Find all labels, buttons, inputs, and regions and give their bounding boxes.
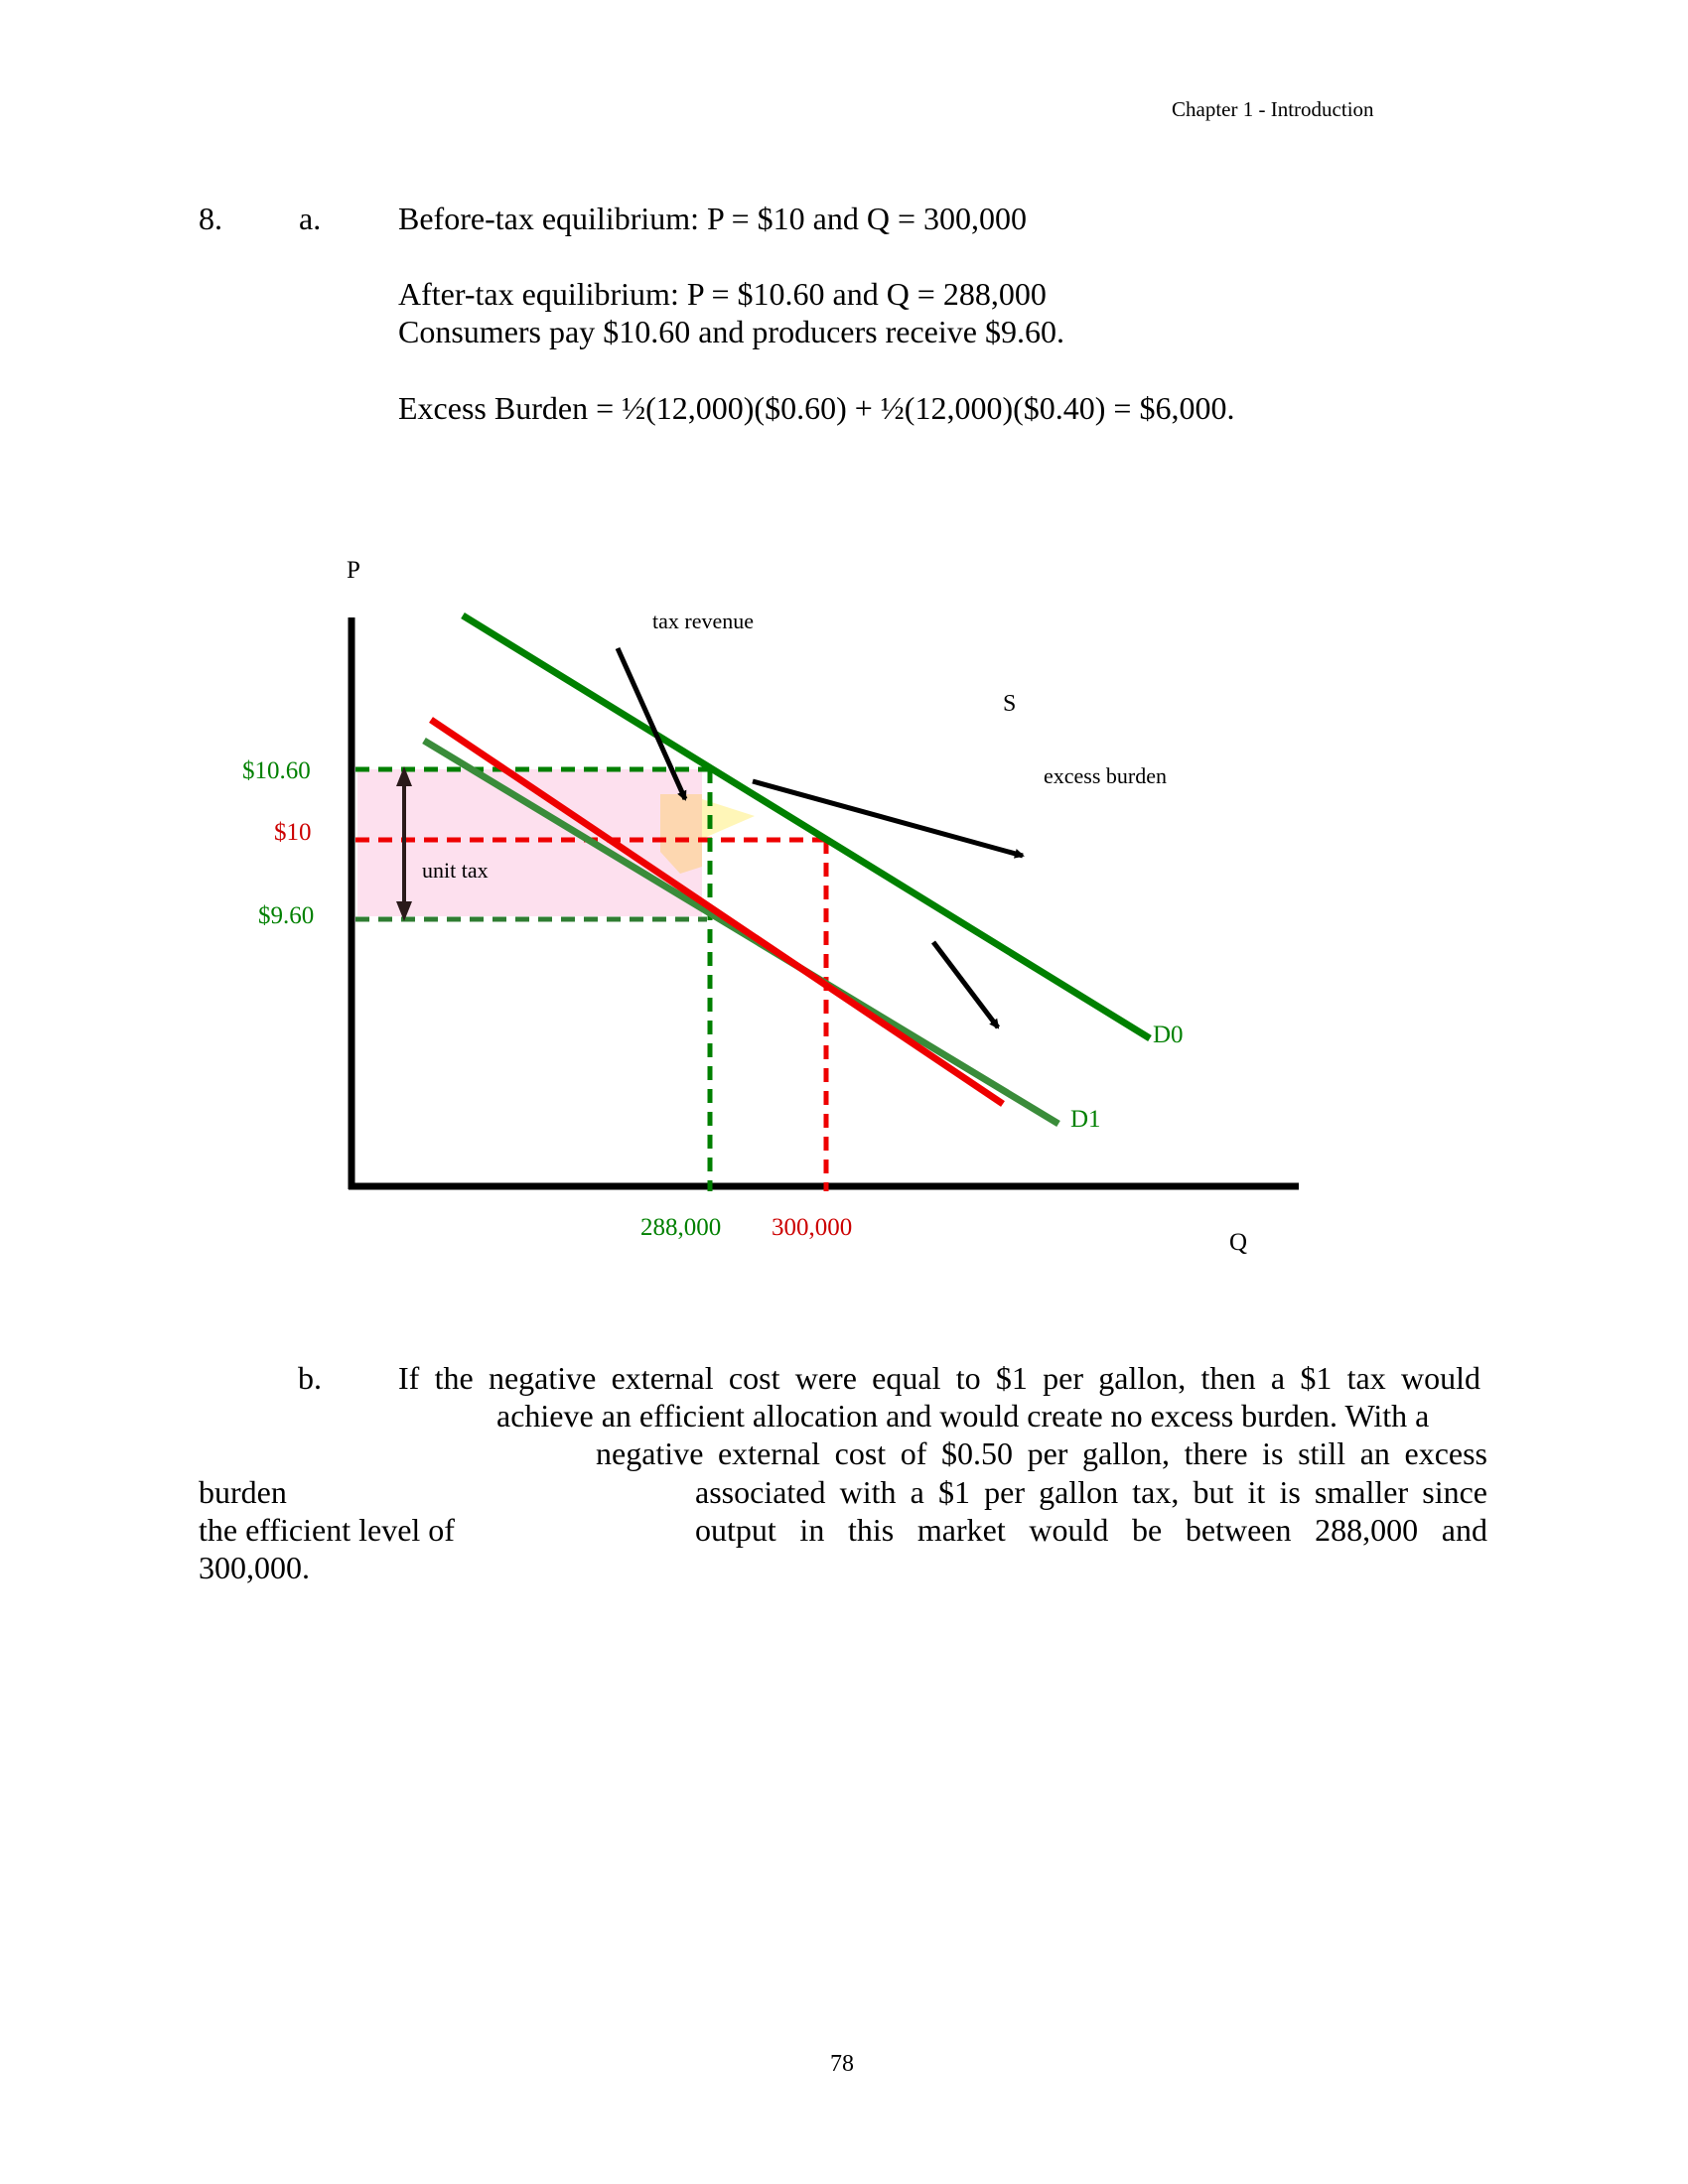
part-b-line-1: If the negative external cost were equal to $1 per gallon, then a $1 tax would xyxy=(398,1360,1480,1396)
d0-label: D0 xyxy=(1153,1022,1184,1048)
part-b-line-6: 300,000. xyxy=(199,1550,310,1585)
excess-burden-label: excess burden xyxy=(1044,763,1168,788)
d1-label: D1 xyxy=(1070,1106,1101,1133)
excess-burden-formula: Excess Burden = ½(12,000)($0.60) + ½(12,000)($0.40) = $6,000. xyxy=(398,390,1235,426)
before-tax-line: Before-tax equilibrium: P = $10 and Q = 300,000 xyxy=(398,201,1028,236)
y-axis-label: P xyxy=(347,557,360,584)
question-number: 8. xyxy=(199,201,222,236)
price-tick-10: $10 xyxy=(274,819,312,846)
x-axis-label: Q xyxy=(1229,1229,1248,1256)
part-b-label: b. xyxy=(298,1360,322,1396)
chapter-header: Chapter 1 - Introduction xyxy=(1172,97,1374,121)
tax-revenue-label: tax revenue xyxy=(652,609,754,633)
page-number: 78 xyxy=(830,2051,854,2077)
q-tick-300000: 300,000 xyxy=(772,1214,853,1241)
tax-revenue-area xyxy=(357,769,702,916)
part-b-line-4-left: burden xyxy=(199,1474,287,1510)
part-b-line-5-left: the efficient level of xyxy=(199,1512,455,1548)
unit-tax-label: unit tax xyxy=(422,858,489,883)
part-b-line-5-right: output in this market would be between 288,000 and xyxy=(695,1512,1487,1548)
part-a-label: a. xyxy=(299,201,322,236)
consumers-pay-line: Consumers pay $10.60 and producers receive $9.60. xyxy=(398,314,1064,349)
demand-shift-arrow xyxy=(933,942,998,1027)
part-b-line-3: negative external cost of $0.50 per gallon, there is still an excess xyxy=(596,1435,1487,1471)
supply-label: S xyxy=(1003,691,1017,717)
price-tick-9-60: $9.60 xyxy=(258,902,315,929)
part-b-line-2: achieve an efficient allocation and would create no excess burden. With a xyxy=(496,1398,1430,1433)
after-tax-line: After-tax equilibrium: P = $10.60 and Q = 288,000 xyxy=(398,276,1047,312)
part-b-line-4-right: associated with a $1 per gallon tax, but it is smaller since xyxy=(695,1474,1487,1510)
q-tick-288000: 288,000 xyxy=(640,1214,722,1241)
price-tick-10-60: $10.60 xyxy=(242,757,311,784)
